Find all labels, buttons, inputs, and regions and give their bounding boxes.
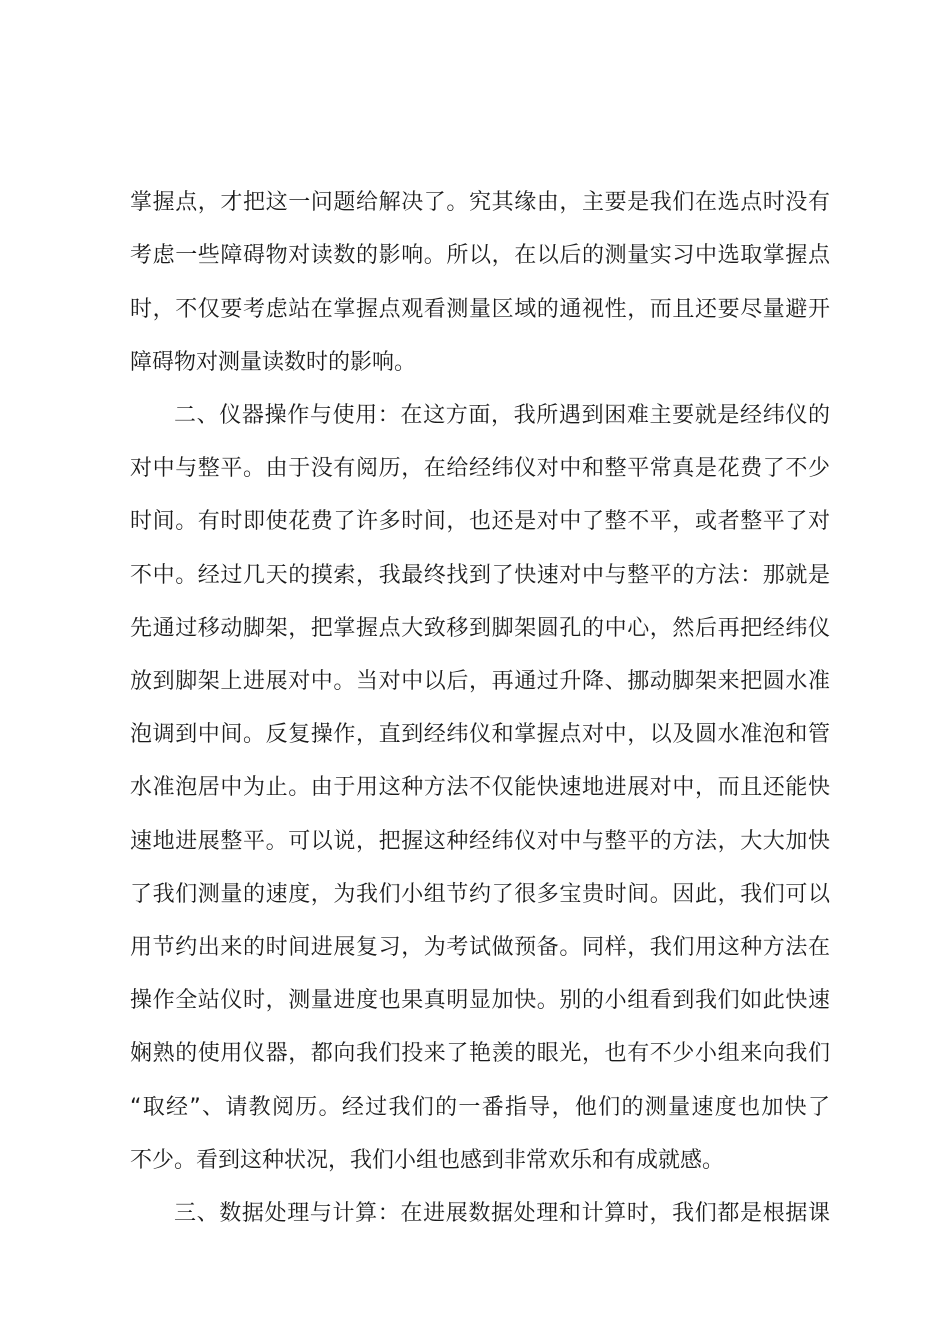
text-line: 掌握点，才把这一问题给解决了。究其缘由，主要是我们在选点时没有 xyxy=(130,190,830,215)
text-line: “取经”、请教阅历。经过我们的一番指导，他们的测量速度也加快了 xyxy=(130,1095,830,1120)
text-line: 操作全站仪时，测量进度也果真明显加快。别的小组看到我们如此快速 xyxy=(130,988,830,1013)
text-line: 泡调到中间。反复操作，直到经纬仪和掌握点对中，以及圆水准泡和管 xyxy=(130,722,830,747)
text-line: 对中与整平。由于没有阅历，在给经纬仪对中和整平常真是花费了不少 xyxy=(130,456,830,481)
text-line: 用节约出来的时间进展复习，为考试做预备。同样，我们用这种方法在 xyxy=(130,935,830,960)
text-line: 速地进展整平。可以说，把握这种经纬仪对中与整平的方法，大大加快 xyxy=(130,829,830,854)
text-line: 了我们测量的速度，为我们小组节约了很多宝贵时间。因此，我们可以 xyxy=(130,882,830,907)
text-line: 娴熟的使用仪器，都向我们投来了艳羡的眼光，也有不少小组来向我们 xyxy=(130,1041,830,1066)
text-line: 时间。有时即使花费了许多时间，也还是对中了整不平，或者整平了对 xyxy=(130,509,830,534)
text-line: 放到脚架上进展对中。当对中以后，再通过升降、挪动脚架来把圆水准 xyxy=(130,669,830,694)
text-line: 障碍物对测量读数时的影响。 xyxy=(130,350,417,375)
text-line: 先通过移动脚架，把掌握点大致移到脚架圆孔的中心，然后再把经纬仪 xyxy=(130,616,830,641)
text-line: 时，不仅要考虑站在掌握点观看测量区域的通视性，而且还要尽量避开 xyxy=(130,297,830,322)
text-line: 水准泡居中为止。由于用这种方法不仅能快速地进展对中，而且还能快 xyxy=(130,775,830,800)
text-line: 不中。经过几天的摸索，我最终找到了快速对中与整平的方法：那就是 xyxy=(130,563,830,588)
paragraph-heading-line: 二、仪器操作与使用：在这方面，我所遇到困难主要就是经纬仪的 xyxy=(174,403,830,428)
text-line: 考虑一些障碍物对读数的影响。所以，在以后的测量实习中选取掌握点 xyxy=(130,243,830,268)
paragraph-heading-line: 三、数据处理与计算：在进展数据处理和计算时，我们都是根据课 xyxy=(174,1201,830,1226)
text-line: 不少。看到这种状况，我们小组也感到非常欢乐和有成就感。 xyxy=(130,1148,725,1173)
